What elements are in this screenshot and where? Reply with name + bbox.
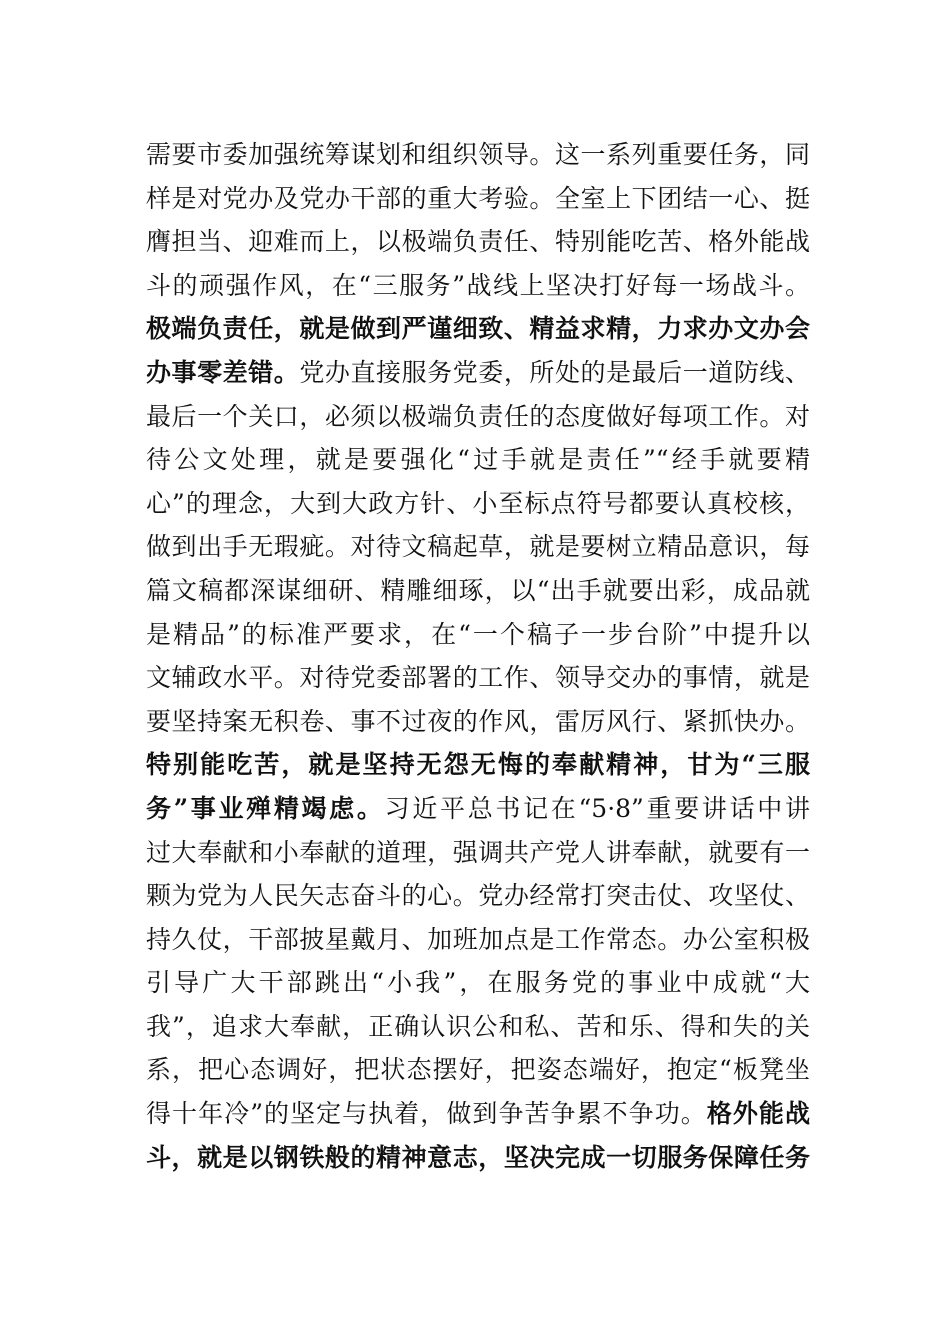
paragraph-text: 得十年冷”的坚定与执着，做到争苦争累不争功。 [146, 1099, 707, 1129]
paragraph-text: 是精品”的标准严要求，在“一个稿子一步台阶”中提升以 [146, 619, 810, 649]
paragraph-text: 心”的理念，大到大政方针、小至标点符号都要认真校核， [146, 488, 810, 518]
text-line [146, 220, 810, 264]
text-line [146, 1092, 810, 1136]
text-line [146, 613, 810, 657]
text-line [146, 438, 810, 482]
paragraph-text: 我”，追求大奉献，正确认识公和私、苦和乐、得和失的关 [146, 1011, 810, 1041]
paragraph-text: 要坚持案无积卷、事不过夜的作风，雷厉风行、紧抓快办。 [146, 706, 810, 736]
text-line [146, 656, 810, 700]
text-line [146, 831, 810, 875]
body-text [146, 133, 810, 1179]
text-line [146, 961, 810, 1005]
paragraph-text: 待公文处理，就是要强化“过手就是责任”“经手就要精 [146, 445, 810, 475]
text-line [146, 264, 810, 308]
paragraph-text: 过大奉献和小奉献的道理，强调共产党人讲奉献，就要有一 [146, 837, 810, 867]
bold-heading-text: 格外能战 [706, 1099, 810, 1129]
paragraph-text: 膺担当、迎难而上，以极端负责任、特别能吃苦、格外能战 [146, 227, 810, 257]
paragraph-text: 党办直接服务党委，所处的是最后一道防线、 [299, 357, 810, 387]
text-line [146, 525, 810, 569]
paragraph-text: 文辅政水平。对待党委部署的工作、领导交办的事情，就是 [146, 663, 810, 693]
text-line [146, 743, 810, 787]
text-line [146, 1048, 810, 1092]
paragraph-text: 持久仗，干部披星戴月、加班加点是工作常态。办公室积极 [146, 924, 810, 954]
text-line [146, 482, 810, 526]
text-line [146, 1005, 810, 1049]
bold-heading-text: 斗，就是以钢铁般的精神意志，坚决完成一切服务保障任务 [146, 1142, 810, 1172]
paragraph-text: 引导广大干部跳出“小我”，在服务党的事业中成就“大 [146, 968, 810, 998]
bold-heading-text: 极端负责任，就是做到严谨细致、精益求精，力求办文办会 [146, 314, 810, 344]
text-line [146, 307, 810, 351]
paragraph-text: 斗的顽强作风，在“三服务”战线上坚决打好每一场战斗。 [146, 270, 810, 300]
paragraph-text: 最后一个关口，必须以极端负责任的态度做好每项工作。对 [146, 401, 810, 431]
paragraph-text: 颗为党为人民矢志奋斗的心。党办经常打突击仗、攻坚仗、 [146, 881, 810, 911]
bold-heading-text: 务”事业殚精竭虑。 [146, 793, 385, 823]
text-line [146, 787, 810, 831]
bold-heading-text: 特别能吃苦，就是坚持无怨无悔的奉献精神，甘为“三服 [146, 750, 810, 780]
text-line [146, 918, 810, 962]
paragraph-text: 习近平总书记在“5·8”重要讲话中讲 [384, 793, 810, 823]
paragraph-text: 系，把心态调好，把状态摆好，把姿态端好，抱定“板凳坐 [146, 1055, 810, 1085]
paragraph-text: 篇文稿都深谋细研、精雕细琢，以“出手就要出彩，成品就 [146, 575, 810, 605]
text-line [146, 351, 810, 395]
text-line [146, 1136, 810, 1180]
bold-heading-text: 办事零差错。 [146, 357, 300, 387]
text-line [146, 569, 810, 613]
paragraph-text: 需要市委加强统筹谋划和组织领导。这一系列重要任务，同 [146, 140, 810, 169]
paragraph-text: 做到出手无瑕疵。对待文稿起草，就是要树立精品意识，每 [146, 532, 810, 562]
text-line [146, 874, 810, 918]
text-line [146, 133, 810, 177]
text-line [146, 700, 810, 744]
text-line [146, 177, 810, 221]
text-line [146, 395, 810, 439]
paragraph-text: 样是对党办及党办干部的重大考验。全室上下团结一心、挺 [146, 183, 810, 213]
